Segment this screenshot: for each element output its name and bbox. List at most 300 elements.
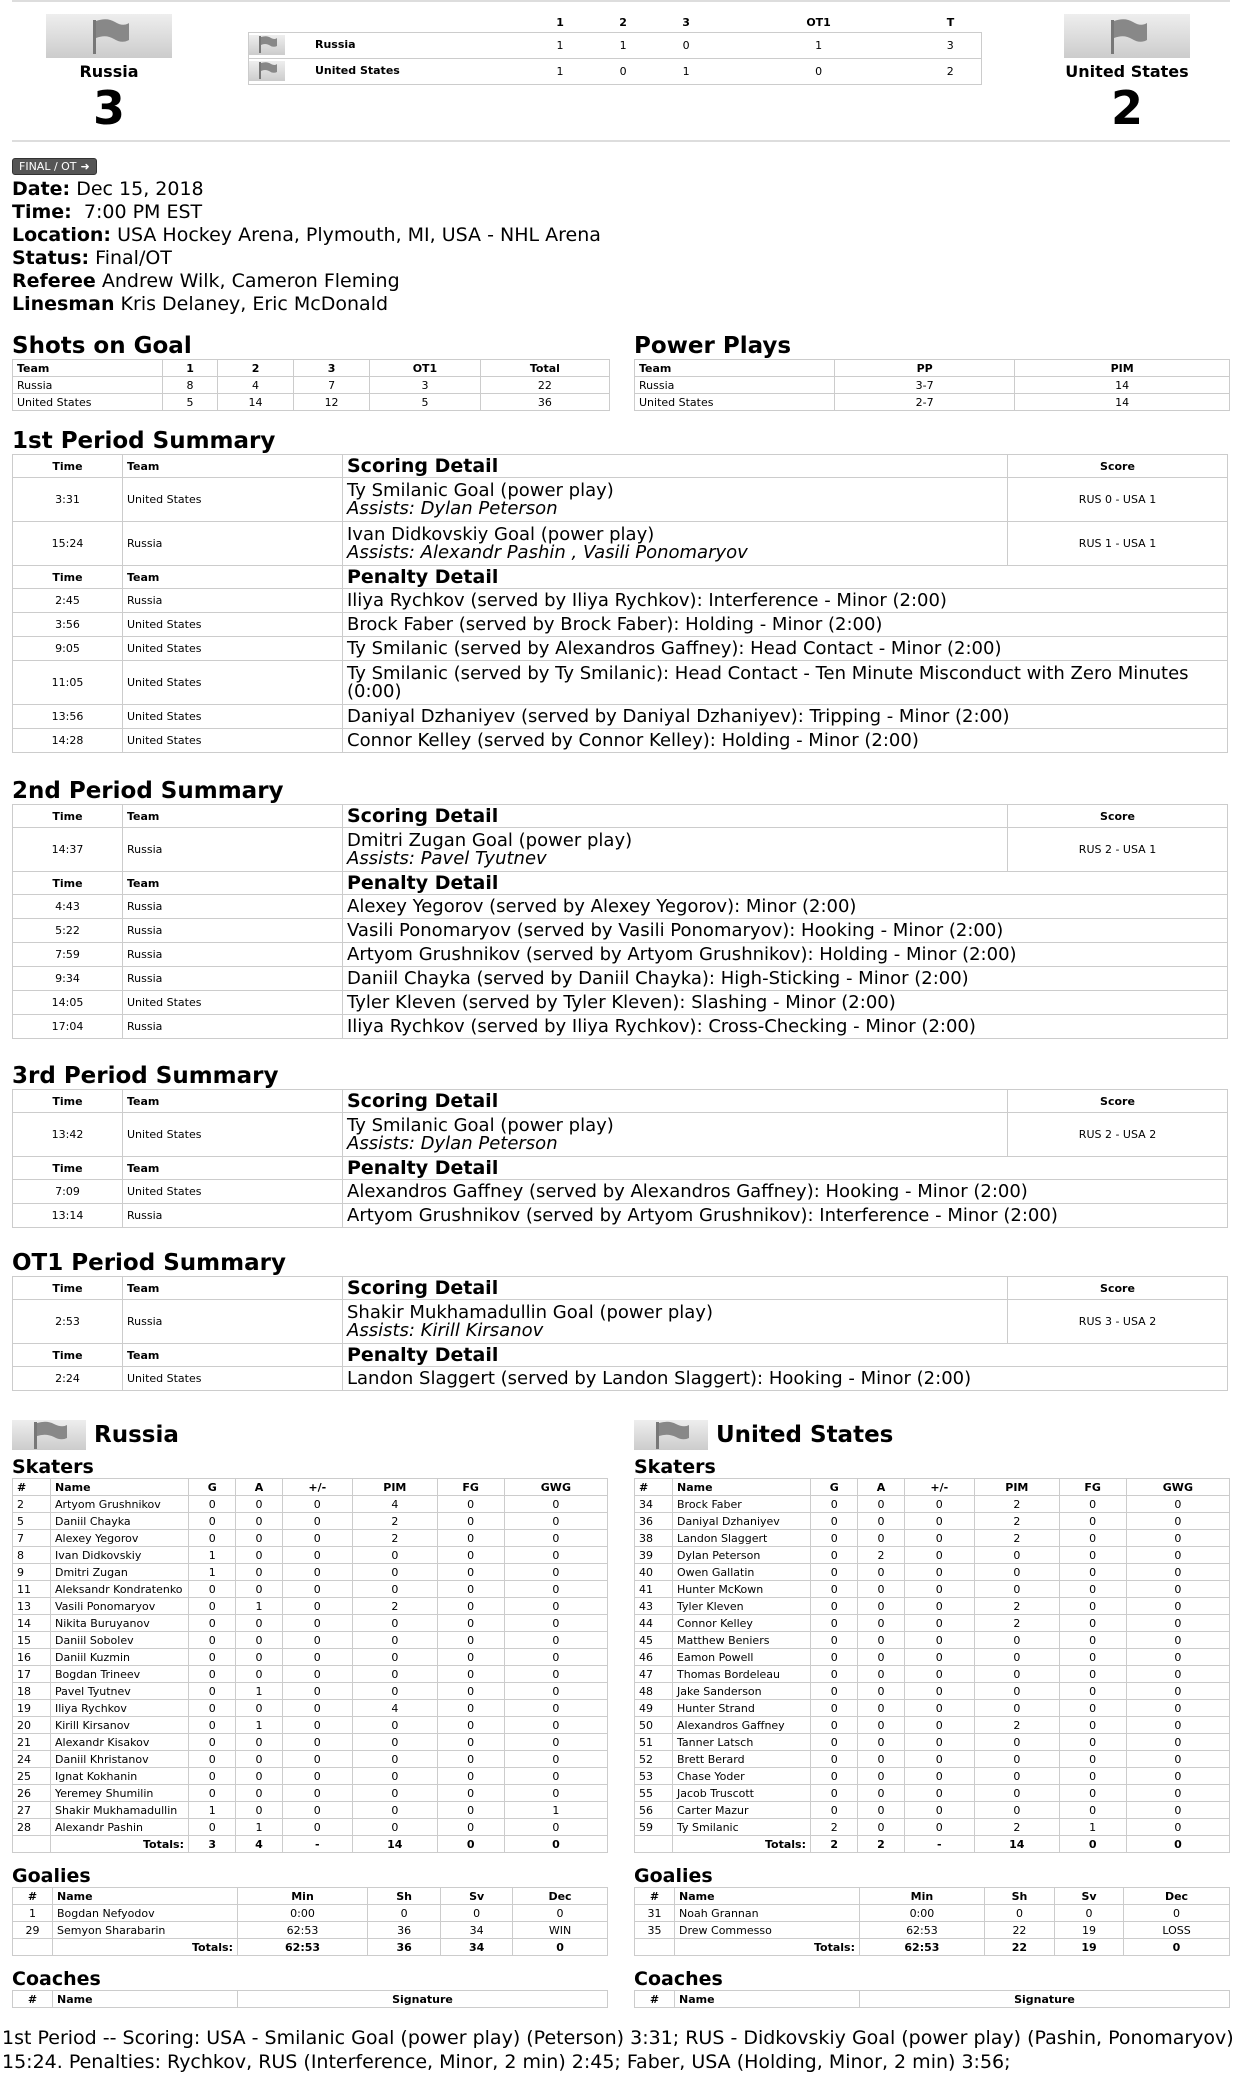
skater-cell: 43 [635,1598,673,1615]
team-roster [634,1420,1230,2008]
skater-cell: Alexey Yegorov [51,1530,189,1547]
totals-blank [13,1939,53,1956]
skater-cell: 0 [811,1530,858,1547]
skater-cell: 0 [189,1717,236,1734]
skater-row [635,1530,1230,1547]
time-header: Time [13,1090,123,1113]
skater-cell: 0 [904,1513,975,1530]
detail-header: Penalty Detail [343,1344,1228,1367]
goal-row [13,478,1228,522]
skater-row [635,1751,1230,1768]
skater-cell: 0 [904,1666,975,1683]
skater-cell: 1 [1059,1819,1126,1836]
skater-cell: 0 [236,1530,282,1547]
skater-cell: 0 [811,1581,858,1598]
skater-cell: 0 [437,1734,504,1751]
skater-cell: 0 [811,1615,858,1632]
skater-cell: 1 [236,1683,282,1700]
skater-cell: 0 [1059,1615,1126,1632]
skater-cell: 36 [635,1513,673,1530]
goalie-cell: 62:53 [238,1922,368,1939]
skater-cell: 0 [858,1632,904,1649]
column-header: # [13,1991,53,2008]
skater-cell: 19 [13,1700,51,1717]
goal-detail [343,522,1008,566]
skater-cell: Chase Yoder [673,1768,811,1785]
skater-cell: 0 [504,1496,607,1513]
status-badge[interactable] [12,158,97,175]
goalie-cell: LOSS [1124,1922,1230,1939]
penalty-detail: Alexandros Gaffney (served by Alexandros Gaffney): Hooking - Minor (2:00) [343,1180,1228,1204]
table-cell: 5 [370,394,481,411]
skater-cell: 0 [189,1513,236,1530]
skater-cell: 0 [504,1751,607,1768]
skater-cell: Artyom Grushnikov [51,1496,189,1513]
skater-cell: 0 [1059,1768,1126,1785]
skater-cell: 0 [811,1666,858,1683]
skater-cell: 0 [504,1666,607,1683]
skater-cell: 46 [635,1649,673,1666]
column-header: PIM [1015,360,1230,377]
skater-row [13,1598,608,1615]
skater-row [13,1700,608,1717]
skater-cell: 1 [189,1802,236,1819]
skater-cell: 0 [437,1700,504,1717]
skater-cell: 0 [858,1819,904,1836]
skaters-title: Skaters [12,1456,94,1478]
table-cell: Russia [635,377,835,394]
penalty-time: 4:43 [13,895,123,919]
column-header: A [858,1479,904,1496]
goalie-cell: 0 [1055,1905,1124,1922]
skater-row [13,1683,608,1700]
goalie-row [635,1905,1230,1922]
team-header: Team [123,455,343,478]
status-value: Final/OT [95,247,172,269]
skater-row [13,1734,608,1751]
date-label: Date: [12,178,71,200]
skater-cell: 0 [858,1530,904,1547]
goal-score: RUS 2 - USA 1 [1008,828,1228,872]
skater-cell: 0 [904,1802,975,1819]
period-header-row [13,455,1228,478]
skater-cell: 0 [904,1496,975,1513]
table-cell: 3 [370,377,481,394]
column-header: PP [835,360,1015,377]
skater-cell: 0 [1059,1564,1126,1581]
skater-cell: 0 [904,1751,975,1768]
skater-cell: 0 [904,1819,975,1836]
skater-cell: 20 [13,1717,51,1734]
goal-score: RUS 1 - USA 1 [1008,522,1228,566]
skater-totals-row [635,1836,1230,1853]
goalie-cell: 22 [984,1922,1054,1939]
coaches-title: Coaches [634,1968,723,1990]
skater-cell: 2 [353,1530,437,1547]
table-header-row [13,1888,608,1905]
table-header-row [13,1991,608,2008]
totals-cell: 3 [189,1836,236,1853]
line-score-value: 1 [529,32,592,58]
skater-cell: 0 [189,1785,236,1802]
skater-cell: Vasili Ponomaryov [51,1598,189,1615]
table-row [13,377,610,394]
skater-cell: 0 [811,1513,858,1530]
totals-cell: 0 [1059,1836,1126,1853]
skater-cell: 0 [811,1598,858,1615]
table-cell: 12 [294,394,370,411]
skater-cell: 0 [282,1683,353,1700]
skater-row [13,1751,608,1768]
skater-cell: 0 [236,1632,282,1649]
goalie-cell: 0 [513,1905,608,1922]
skater-cell: 9 [13,1564,51,1581]
skater-cell: 0 [282,1496,353,1513]
skater-cell: 0 [975,1649,1059,1666]
skater-cell: 0 [1126,1649,1229,1666]
goal-score: RUS 0 - USA 1 [1008,478,1228,522]
skater-cell: 0 [236,1581,282,1598]
skater-cell: 27 [13,1802,51,1819]
column-header: Dec [513,1888,608,1905]
totals-blank [13,1836,51,1853]
line-score-value: 3 [920,32,982,58]
skater-row [635,1649,1230,1666]
skater-cell: 0 [437,1819,504,1836]
skater-row [635,1615,1230,1632]
time-header: Time [13,872,123,895]
skater-cell: 51 [635,1734,673,1751]
skater-row [13,1819,608,1836]
table-cell: 4 [218,377,294,394]
skater-cell: 0 [437,1513,504,1530]
roster-team-header [634,1420,1230,1450]
skater-cell: 0 [858,1802,904,1819]
skater-row [13,1581,608,1598]
skater-cell: 0 [811,1751,858,1768]
skater-cell: 0 [858,1649,904,1666]
penalty-time: 7:59 [13,943,123,967]
skater-cell: 0 [236,1615,282,1632]
skater-cell: 0 [353,1615,437,1632]
score-header: Score [1008,455,1228,478]
penalty-time: 14:05 [13,991,123,1015]
skater-cell: 0 [282,1564,353,1581]
skater-cell: 0 [904,1581,975,1598]
skater-cell: 1 [189,1547,236,1564]
skater-cell: 0 [1126,1564,1229,1581]
skater-cell: 5 [13,1513,51,1530]
skater-cell: 0 [236,1564,282,1581]
skater-cell: 0 [811,1632,858,1649]
table-cell: 14 [218,394,294,411]
roster-team-header [12,1420,608,1450]
skater-cell: 0 [1126,1632,1229,1649]
penalty-team: Russia [123,943,343,967]
coaches-table [12,1990,608,2008]
skater-row [635,1802,1230,1819]
totals-cell: 22 [984,1939,1054,1956]
period-table [12,804,1228,1039]
column-header: PIM [353,1479,437,1496]
status-badge-label: FINAL / OT [19,160,77,173]
score-header: Score [1008,1090,1228,1113]
skater-cell: 2 [975,1717,1059,1734]
skater-cell: 0 [504,1700,607,1717]
skater-cell: Ty Smilanic [673,1819,811,1836]
goal-assists: Assists: Alexandr Pashin , Vasili Ponomaryov [347,541,748,563]
skater-row [13,1768,608,1785]
skater-cell: 0 [504,1581,607,1598]
skater-cell: 0 [975,1768,1059,1785]
goalie-cell: 0 [984,1905,1054,1922]
skater-cell: 0 [282,1734,353,1751]
penalty-team: United States [123,637,343,661]
team-header: Team [123,1157,343,1180]
skater-cell: 50 [635,1717,673,1734]
column-header: +/- [904,1479,975,1496]
penalty-detail: Daniil Chayka (served by Daniil Chayka): High-Sticking - Minor (2:00) [343,967,1228,991]
penalty-detail: Daniyal Dzhaniyev (served by Daniyal Dzhaniyev): Tripping - Minor (2:00) [343,705,1228,729]
skater-row [635,1666,1230,1683]
skater-cell: 0 [437,1802,504,1819]
skater-cell: 0 [1126,1734,1229,1751]
team-header: Team [123,872,343,895]
goal-scorer: Ty Smilanic Goal (power play) [347,1114,614,1136]
table-cell: 36 [480,394,609,411]
period-header-row [13,872,1228,895]
skater-row [13,1666,608,1683]
skater-cell: 0 [437,1717,504,1734]
column-header: # [13,1479,51,1496]
skater-row [635,1547,1230,1564]
period-header-row [13,805,1228,828]
skater-row [13,1649,608,1666]
skater-cell: 0 [353,1632,437,1649]
skater-cell: 0 [504,1530,607,1547]
skater-cell: 0 [811,1785,858,1802]
column-header: Name [675,1991,860,2008]
penalty-row [13,729,1228,753]
skater-cell: 0 [904,1768,975,1785]
home-team-block [24,14,194,135]
totals-cell: 0 [513,1939,608,1956]
penalty-row [13,661,1228,705]
skater-cell: Alexandros Gaffney [673,1717,811,1734]
totals-cell: Totals: [53,1939,238,1956]
column-header: 2 [218,360,294,377]
skater-cell: 0 [504,1547,607,1564]
skater-row [635,1768,1230,1785]
skater-cell: 0 [811,1734,858,1751]
totals-cell: 62:53 [238,1939,368,1956]
penalty-time: 2:24 [13,1367,123,1391]
skater-cell: 2 [975,1598,1059,1615]
goalie-row [13,1922,608,1939]
skater-cell: 0 [1126,1496,1229,1513]
coaches-title: Coaches [12,1968,101,1990]
skater-cell: 0 [504,1717,607,1734]
skater-cell: 14 [13,1615,51,1632]
coaches-table [634,1990,1230,2008]
penalty-team: United States [123,991,343,1015]
penalty-row [13,1367,1228,1391]
team-header: Team [123,1344,343,1367]
detail-header: Scoring Detail [343,455,1008,478]
skater-cell: 0 [504,1683,607,1700]
skater-cell: Alexandr Pashin [51,1819,189,1836]
skater-cell: 0 [504,1598,607,1615]
line-team-cell [249,58,529,84]
skater-cell: 0 [1059,1785,1126,1802]
penalty-detail: Vasili Ponomaryov (served by Vasili Ponomaryov): Hooking - Minor (2:00) [343,919,1228,943]
skater-cell: 0 [437,1530,504,1547]
table-cell: 3-7 [835,377,1015,394]
skater-cell: 0 [858,1700,904,1717]
scoreboard-header [12,12,1230,135]
skater-cell: 0 [975,1785,1059,1802]
column-header: Total [480,360,609,377]
penalty-row [13,1015,1228,1039]
skater-cell: 0 [282,1802,353,1819]
goal-detail [343,828,1008,872]
skater-cell: 0 [858,1564,904,1581]
team-header: Team [123,1090,343,1113]
skater-cell: 40 [635,1564,673,1581]
shots-title: Shots on Goal [12,333,192,359]
skater-cell: 0 [236,1649,282,1666]
skater-cell: 0 [437,1598,504,1615]
skater-cell: Daniyal Dzhaniyev [673,1513,811,1530]
totals-cell: 0 [1126,1836,1229,1853]
skater-cell: 0 [282,1530,353,1547]
penalty-time: 13:14 [13,1204,123,1228]
score-header: Score [1008,805,1228,828]
skater-cell: 0 [236,1751,282,1768]
skater-cell: Hunter McKown [673,1581,811,1598]
skater-cell: 26 [13,1785,51,1802]
goal-row [13,1113,1228,1157]
skater-cell: 0 [858,1785,904,1802]
table-cell: 7 [294,377,370,394]
table-header-row [635,1991,1230,2008]
time-label: Time: [12,201,72,223]
skater-cell: Ignat Kokhanin [51,1768,189,1785]
skater-cell: 0 [282,1649,353,1666]
skater-cell: 13 [13,1598,51,1615]
skater-cell: 0 [1059,1530,1126,1547]
period-title: 2nd Period Summary [12,778,284,804]
detail-header: Scoring Detail [343,1277,1008,1300]
skater-cell: 0 [1059,1700,1126,1717]
skater-cell: 0 [1059,1666,1126,1683]
column-header: PIM [975,1479,1059,1496]
goal-time: 13:42 [13,1113,123,1157]
column-header: FG [437,1479,504,1496]
goal-scorer: Shakir Mukhamadullin Goal (power play) [347,1301,713,1323]
skater-cell: 0 [858,1666,904,1683]
skater-row [635,1700,1230,1717]
skater-cell: 2 [975,1496,1059,1513]
column-header: 1 [163,360,218,377]
skater-cell: 24 [13,1751,51,1768]
skater-cell: 2 [975,1615,1059,1632]
skater-cell: 0 [282,1819,353,1836]
skater-cell: 0 [1059,1632,1126,1649]
skater-cell: 0 [975,1802,1059,1819]
skater-cell: 0 [353,1751,437,1768]
line-score-value: 1 [529,58,592,84]
penalty-team: United States [123,1367,343,1391]
referee-label: Referee [12,270,96,292]
skater-cell: 0 [1059,1581,1126,1598]
skater-cell: 47 [635,1666,673,1683]
skater-cell: 0 [1059,1649,1126,1666]
skater-cell: 0 [189,1598,236,1615]
skater-cell: Thomas Bordeleau [673,1666,811,1683]
skater-cell: Daniil Kuzmin [51,1649,189,1666]
goalie-cell: Bogdan Nefyodov [53,1905,238,1922]
goal-team: United States [123,478,343,522]
penalty-row [13,991,1228,1015]
date-value: Dec 15, 2018 [76,178,204,200]
column-header: FG [1059,1479,1126,1496]
skater-cell: 0 [282,1513,353,1530]
goal-team: Russia [123,828,343,872]
flag-icon [634,1420,708,1450]
skater-cell: 0 [858,1598,904,1615]
skater-cell: 0 [811,1700,858,1717]
skater-row [635,1819,1230,1836]
skater-cell: 0 [904,1734,975,1751]
skater-cell: 11 [13,1581,51,1598]
totals-cell: 36 [368,1939,441,1956]
skater-cell: 0 [189,1666,236,1683]
goalie-cell: 35 [635,1922,675,1939]
skater-cell: 53 [635,1768,673,1785]
skater-cell: 0 [975,1581,1059,1598]
skater-cell: 49 [635,1700,673,1717]
skater-cell: 2 [975,1513,1059,1530]
skater-row [635,1683,1230,1700]
skater-cell: 7 [13,1530,51,1547]
penalty-detail: Ty Smilanic (served by Alexandros Gaffney): Head Contact - Minor (2:00) [343,637,1228,661]
time-header: Time [13,566,123,589]
skater-cell: 0 [975,1683,1059,1700]
column-header: Name [675,1888,860,1905]
column-header: Signature [238,1991,608,2008]
goal-detail [343,1113,1008,1157]
penalty-detail: Connor Kelley (served by Connor Kelley): Holding - Minor (2:00) [343,729,1228,753]
penalty-detail: Tyler Kleven (served by Tyler Kleven): Slashing - Minor (2:00) [343,991,1228,1015]
line-team-name: United States [315,64,400,77]
skater-cell: 0 [1059,1513,1126,1530]
detail-header: Penalty Detail [343,872,1228,895]
penalty-time: 9:34 [13,967,123,991]
skater-cell: 0 [236,1666,282,1683]
column-header: Name [673,1479,811,1496]
skater-cell: 0 [811,1649,858,1666]
penalty-time: 9:05 [13,637,123,661]
skater-cell: 0 [236,1513,282,1530]
skater-cell: 0 [437,1683,504,1700]
goal-detail [343,1300,1008,1344]
skater-cell: 0 [1126,1513,1229,1530]
line-score-value: 1 [592,32,655,58]
skater-cell: 1 [236,1598,282,1615]
skater-cell: 0 [858,1615,904,1632]
skater-row [635,1564,1230,1581]
